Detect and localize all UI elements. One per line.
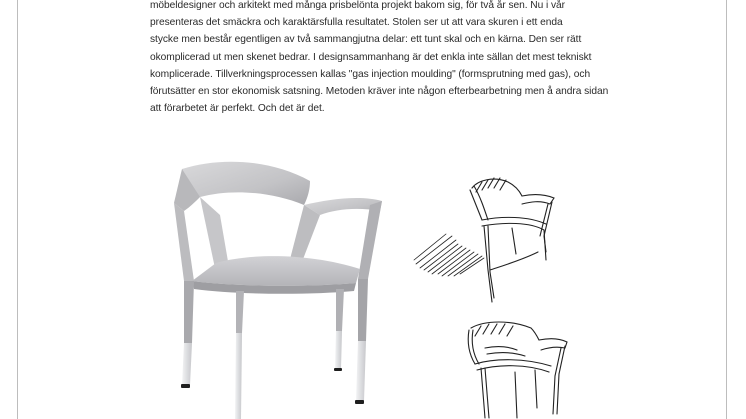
chair-sketch-top	[412, 170, 572, 310]
article-line: stycke men består egentligen av två sammangjutna delar: ett tunt skal och en kärna. Den ser rätt	[150, 34, 582, 46]
article-line: komplicerade. Tillverkningsprocessen kallas "gas injection moulding" (formsprutning med gas), och	[150, 68, 591, 80]
article-line: okomplicerad ut men skenet bedrar. I designsammanhang är det enkla inte sällan det mest tekniskt	[150, 51, 592, 63]
article-line: att förarbetet är perfekt. Och det är det.	[150, 103, 325, 115]
chair-leg-back-left	[235, 333, 242, 419]
chair-sketch-bottom	[455, 318, 575, 419]
article-line: presenteras det smäckra och karaktärsfulla resultatet. Stolen ser ut att vara skuren i ett enda	[150, 17, 563, 29]
left-margin-rule	[17, 0, 18, 419]
chair-leg-front-left	[182, 343, 192, 385]
chair-leg-back-right	[335, 331, 342, 369]
article-line: möbeldesigner och arkitekt med många prisbelönta projekt bakom sig, för två år sen. Nu i vår	[150, 0, 565, 11]
right-margin-rule	[726, 0, 727, 419]
article-line: förutsätter en stor ekonomisk satsning. Metoden kräver inte någon efterbearbetning men å andra sidan	[150, 86, 609, 98]
chair-leg-front-right	[356, 341, 366, 401]
chair-product-photo	[160, 155, 390, 419]
article-text	[150, 0, 670, 117]
